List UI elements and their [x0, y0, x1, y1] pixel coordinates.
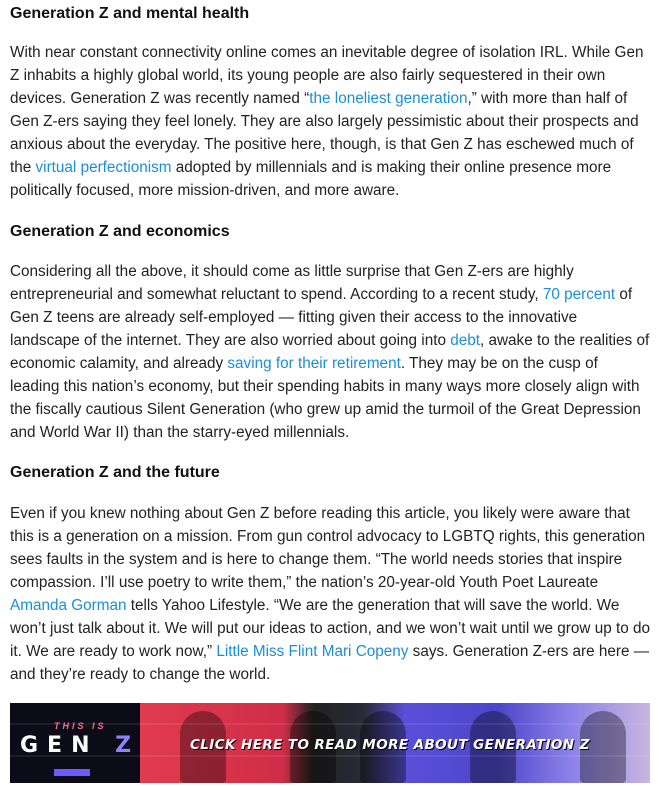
section-heading-future: Generation Z and the future	[10, 464, 220, 481]
text-run: . They may be on the cusp of leading this nation’s economy, but their spending habits in many ways more closely align with the fiscally cautious Silent Generation (who grew up amid the turmoil of the Great Depression and World War II) than the starry-eyed millennials.	[10, 355, 641, 441]
text-run: Even if you knew nothing about Gen Z before reading this article, you likely were aware that this is a generation on a mission. From gun control advocacy to LGBTQ rights, this generation sees faults in the system and is here to change them. “The world needs stories that inspire compassion. I’ll use poetry to write them,” the nation’s 20-year-old Youth Poet Laureate	[10, 505, 646, 591]
paragraph-future	[10, 502, 651, 686]
link-saving-for-retirement[interactable]: saving for their retirement	[227, 355, 401, 372]
gen-z-logo	[20, 733, 140, 758]
text-run: With near constant connectivity online comes an inevitable degree of isolation IRL. While Gen Z inhabits a highly global world, its young people are also fairly sequestered in their own devices. Generation Z was recently named “	[10, 44, 644, 107]
text-run: Considering all the above, it should come as little surprise that Gen Z-ers are highly entrepreneurial and somewhat reluctant to spend. According to a recent study,	[10, 263, 574, 303]
text-run: adopted by millennials and is making their online presence more politically focused, more mission-driven, and more aware.	[10, 159, 612, 199]
link-mari-copeny[interactable]: Little Miss Flint Mari Copeny	[216, 643, 409, 660]
banner-kicker: THIS IS	[54, 721, 107, 731]
logo-gen: GEN	[20, 733, 99, 758]
text-run: ,” with more than half of Gen Z-ers saying they feel lonely. They are also largely pessimistic about their prospects and anxious about the everyday. The positive here, though, is that Gen Z has eschewed much of the	[10, 90, 639, 176]
link-70-percent[interactable]: 70 percent	[542, 286, 616, 303]
text-run: , awake to the realities of economic calamity, and already	[10, 332, 650, 372]
banner-cta-text: CLICK HERE TO READ MORE ABOUT GENERATION Z	[190, 737, 590, 753]
logo-z: Z	[115, 733, 141, 758]
text-run: of Gen Z teens are already self-employed — fitting given their access to the innovative landscape of the internet. They are also worried about going into	[10, 286, 633, 349]
link-amanda-gorman[interactable]: Amanda Gorman	[10, 597, 127, 614]
section-heading-mental-health: Generation Z and mental health	[10, 5, 250, 22]
section-heading-economics: Generation Z and economics	[10, 223, 230, 240]
paragraph-economics	[10, 260, 651, 444]
link-loneliest-generation[interactable]: the loneliest generation	[309, 90, 468, 107]
gen-z-promo-banner[interactable]	[10, 703, 650, 783]
banner-badge	[54, 769, 90, 776]
link-virtual-perfectionism[interactable]: virtual perfectionism	[35, 159, 172, 176]
text-run: says. Generation Z-ers are here — and they’re ready to change the world.	[10, 643, 650, 683]
link-debt[interactable]: debt	[450, 332, 480, 349]
text-run: tells Yahoo Lifestyle. “We are the generation that will save the world. We won’t just talk about it. We will put our ideas to action, and we won’t wait until we grow up to do it. We are ready to work now,”	[10, 597, 650, 660]
paragraph-mental-health	[10, 41, 651, 202]
